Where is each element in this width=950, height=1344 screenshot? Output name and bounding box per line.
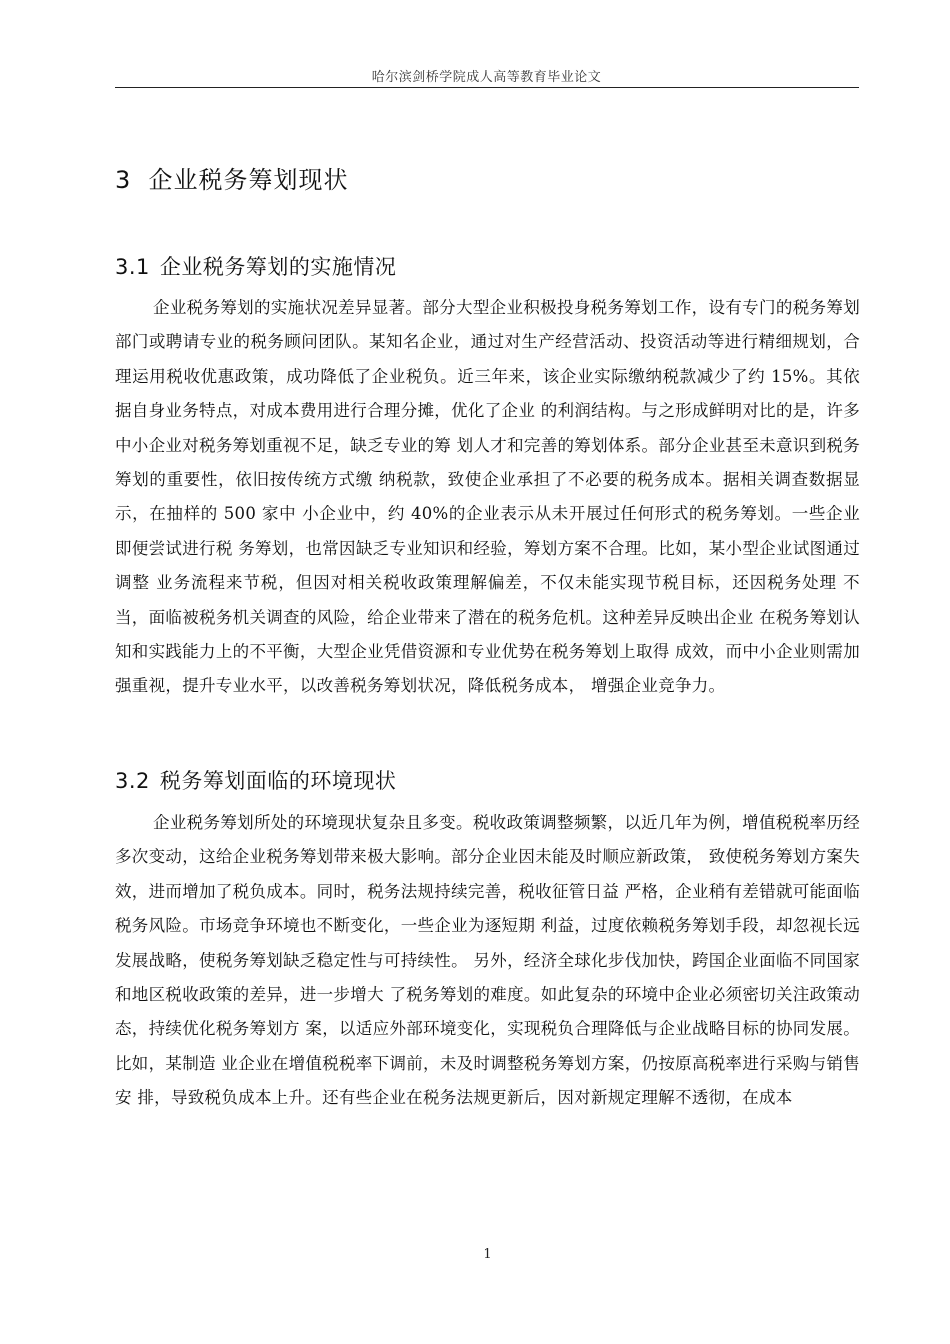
chapter-title: [115, 160, 349, 195]
running-header: 哈尔滨剑桥学院成人高等教育毕业论文: [371, 70, 602, 85]
section-3-1-heading: [115, 251, 396, 281]
section-title-text: 企业税务筹划的实施情况: [159, 255, 397, 279]
header-divider: [115, 87, 859, 88]
section-number: 3.1: [115, 255, 150, 279]
section-3-1-paragraph: 企业税务筹划的实施状况差异显著。部分大型企业积极投身税务筹划工作，设有专门的税务筹划部门或聘请专业的税务顾问团队。某知名企业，通过对生产经营活动、投资活动等进行精细规划，合理运用税收优惠政策，成功降低了企业税负。近三年来，该企业实际缴纳税款减少了约 15%。其依据自身业务特点，对成本费用进行合理分摊，优化了企业 的利润结构。与之形成鲜明对比的是，许多中小企业对税务筹划重视不足，缺乏专业的筹 划人才和完善的筹划体系。部分企业甚至未意识到税务筹划的重要性，依旧按传统方式缴 纳税款，致使企业承担了不必要的税务成本。据相关调查数据显示，在抽样的 500 家中 小企业中，约 40%的企业表示从未开展过任何形式的税务筹划。一些企业即便尝试进行税 务筹划，也常因缺乏专业知识和经验，筹划方案不合理。比如，某小型企业试图通过调整 业务流程来节税，但因对相关税收政策理解偏差，不仅未能实现节税目标，还因税务处理 不当，面临被税务机关调查的风险，给企业带来了潜在的税务危机。这种差异反映出企业 在税务筹划认知和实践能力上的不平衡，大型企业凭借资源和专业优势在税务筹划上取得 成效，而中小企业则需加强重视，提升专业水平，以改善税务筹划状况，降低税务成本， 增强企业竞争力。: [115, 298, 860, 696]
section-3-2-heading: [115, 765, 396, 795]
section-title-text: 税务筹划面临的环境现状: [159, 769, 397, 793]
chapter-number: 3: [115, 166, 132, 194]
chapter-title-text: 企业税务筹划现状: [148, 166, 349, 194]
section-number: 3.2: [115, 769, 150, 793]
page-number: 1: [483, 1247, 492, 1262]
section-3-2-paragraph: 企业税务筹划所处的环境现状复杂且多变。税收政策调整频繁，以近几年为例，增值税税率历经多次变动，这给企业税务筹划带来极大影响。部分企业因未能及时顺应新政策， 致使税务筹划方案失效，进而增加了税负成本。同时，税务法规持续完善，税收征管日益 严格，企业稍有差错就可能面临税务风险。市场竞争环境也不断变化，一些企业为逐短期 利益，过度依赖税务筹划手段，却忽视长远发展战略，使税务筹划缺乏稳定性与可持续性。 另外，经济全球化步伐加快，跨国企业面临不同国家和地区税收政策的差异，进一步增大 了税务筹划的难度。如此复杂的环境中企业必须密切关注政策动态，持续优化税务筹划方 案，以适应外部环境变化，实现税负合理降低与企业战略目标的协同发展。比如，某制造 业企业在增值税税率下调前，未及时调整税务筹划方案，仍按原高税率进行采购与销售安 排，导致税负成本上升。还有些企业在税务法规更新后，因对新规定理解不透彻，在成本: [115, 813, 860, 1108]
